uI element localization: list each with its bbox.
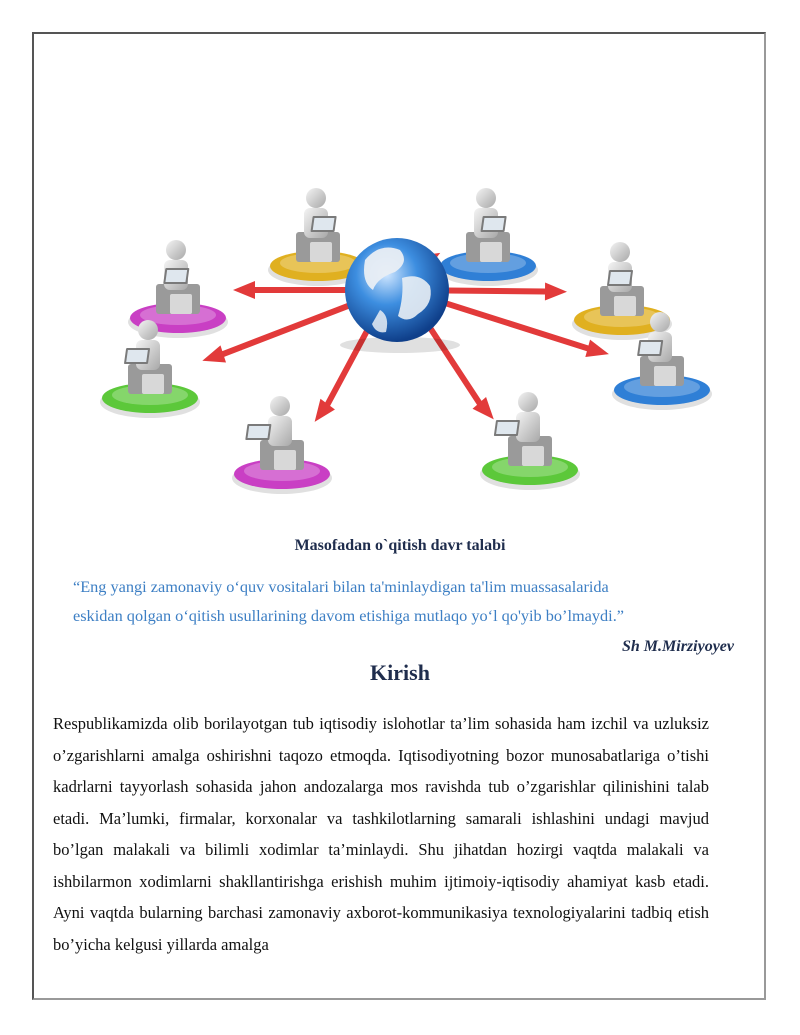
arrow	[447, 283, 567, 301]
section-heading: Kirish	[370, 660, 430, 685]
user-node	[438, 188, 538, 286]
quote-line-2: eskidan qolgan o‘qitish usullarining davom etishiga mutlaqo yo‘l qo'yib bo’lmaydi.”	[73, 606, 624, 625]
arrow	[202, 303, 350, 363]
globe-icon	[340, 238, 460, 353]
quote-author: Sh M.Mirziyoyev	[622, 638, 734, 655]
epigraph-quote	[73, 572, 733, 630]
body-paragraph: Respublikamizda olib borilayotgan tub iqtisodiy islohotlar ta’lim sohasida ham izchil va uzluksiz o’zgarishlarni amalga oshirishni taqozo etmoqda. Iqtisodiyotning bozor munosabatlariga o’tishi kadrlarni tayyorlash sohasida jahon andozalarga mos ravishda tub o’zgarishlar qilinishini talab etadi. Ma’lumki, firmalar, korxonalar va tashkilotlarning samarali ishlashini undagi mavjud bo’lgan malakali va bilimli xodimlar ta’minlaydi. Shu jihatdan hozirgi vaqtda malakali va ishbilarmon xodimlarni shakllantirishga erishish muhim ijtimoiy-iqtisodiy ahamiyat kasb etadi. Ayni vaqtda bularning barchasi zamonaviy axborot-kommunikasiya texnologiyalarini tadbiq etish bo’yicha kelgusi yillarda amalga	[53, 714, 709, 954]
quote-line-1: “Eng yangi zamonaviy o‘quv vositalari bilan ta'minlaydigan ta'lim muassasalarida	[73, 577, 609, 596]
figure-caption: Masofadan o`qitish davr talabi	[294, 537, 506, 554]
user-node	[480, 392, 580, 490]
user-node	[232, 396, 332, 494]
network-globe-illustration	[50, 150, 750, 495]
